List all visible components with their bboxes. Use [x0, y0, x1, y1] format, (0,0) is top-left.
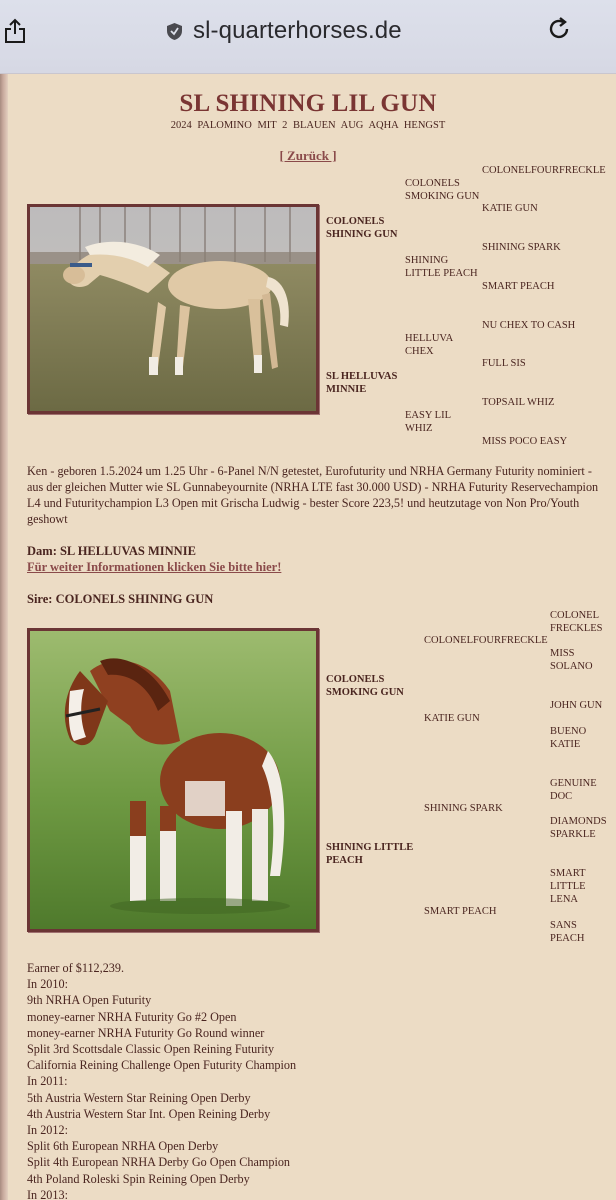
pedigree2-sds: JOHN GUN	[550, 700, 603, 711]
pedigree2-ss: COLONELFOURFRECKLE	[424, 635, 548, 646]
url-text: sl-quarterhorses.de	[193, 17, 402, 44]
share-icon[interactable]	[4, 18, 26, 44]
reload-icon[interactable]	[546, 16, 572, 42]
record-line: Split 4th European NRHA Derby Go Open Champion	[27, 1155, 291, 1170]
shield-icon	[166, 22, 183, 41]
horse-photo	[27, 204, 319, 414]
record-line: Split 6th European NRHA Open Derby	[27, 1139, 219, 1154]
back-link[interactable]: [ Zurück ]	[279, 148, 337, 163]
pedigree1-ds: HELLUVA CHEX	[405, 333, 453, 357]
record-line: 4th Austria Western Star Int. Open Reining Derby	[27, 1106, 271, 1121]
sire-horse-image	[30, 631, 316, 929]
horse-year: 2024	[170, 120, 192, 131]
horse-description: Ken - geboren 1.5.2024 um 1.25 Uhr - 6-Panel N/N getestet, Eurofuturity und NRHA Germany Futurity nominiert - aus der gleichen Mutter wie SL Gunnabeyournite (NRHA LTE fast 30.000 USD) - NRHA Futurity Reservechampion L4 und Futuritychampion L3 Open mit Grischa Ludwig - bester Score 223,5! und heutzutage von Non Pro/Youth geshowt	[27, 464, 599, 526]
horse-color: PALOMINO MIT 2 BLAUEN AUG	[197, 120, 364, 131]
sire-photo	[27, 628, 319, 932]
pedigree2-sd: KATIE GUN	[424, 713, 480, 724]
horse-registry: AQHA	[368, 120, 399, 131]
pedigree2-dsd: DIAMONDS SPARKLE	[550, 816, 607, 840]
record-line: 9th NRHA Open Futurity	[27, 993, 152, 1008]
pedigree2-dds: SMART LITTLE LENA	[550, 868, 586, 905]
record-line: 4th Poland Roleski Spin Reining Open Derby	[27, 1171, 250, 1186]
pedigree1-dd: EASY LIL WHIZ	[405, 410, 451, 434]
pedigree2-dss: GENUINE DOC	[550, 778, 597, 802]
pedigree2-ds: SHINING SPARK	[424, 803, 503, 814]
pedigree2-ddd: SANS PEACH	[550, 920, 585, 944]
record-line: In 2010:	[27, 977, 68, 992]
pedigree2-ssd: MISS SOLANO	[550, 648, 593, 672]
pedigree2-dd: SMART PEACH	[424, 906, 497, 917]
pedigree1-ssd: KATIE GUN	[482, 203, 538, 214]
sire-line: Sire: COLONELS SHINING GUN	[27, 592, 214, 606]
record-line: California Reining Challenge Open Futurity Champion	[27, 1058, 297, 1073]
horse-sex: HENGST	[403, 120, 446, 131]
pedigree1-dsd: FULL SIS	[482, 358, 526, 369]
address-bar[interactable]	[166, 15, 402, 47]
record-line: money-earner NRHA Futurity Go Round winner	[27, 1025, 265, 1040]
record-line: Split 3rd Scottsdale Classic Open Reining Futurity	[27, 1042, 275, 1057]
horse-name-title: SL SHINING LIL GUN	[179, 90, 437, 117]
page-left-border	[0, 74, 8, 1200]
pedigree1-dss: NU CHEX TO CASH	[482, 320, 576, 331]
record-line: In 2012:	[27, 1123, 68, 1138]
browser-toolbar	[0, 0, 616, 74]
record-line: money-earner NRHA Futurity Go #2 Open	[27, 1009, 237, 1024]
pedigree1-dds: TOPSAIL WHIZ	[482, 397, 555, 408]
palomino-horse-image	[30, 207, 316, 411]
record-line: In 2013:	[27, 1187, 68, 1200]
back-link-wrap	[0, 148, 616, 164]
more-info-link[interactable]: Für weiter Informationen klicken Sie bitte hier!	[27, 560, 282, 574]
dam-line: Dam: SL HELLUVAS MINNIE	[27, 544, 196, 558]
horse-subtitle	[0, 120, 616, 131]
pedigree2-sire: COLONELS SMOKING GUN	[326, 674, 404, 698]
pedigree1-sd: SHINING LITTLE PEACH	[405, 255, 478, 279]
pedigree2-sss: COLONEL FRECKLES	[550, 610, 603, 634]
pedigree2-dam: SHINING LITTLE PEACH	[326, 842, 414, 866]
show-record	[27, 960, 296, 1200]
pedigree1-sss: COLONELFOURFRECKLE	[482, 165, 606, 176]
pedigree1-sdd: SMART PEACH	[482, 281, 555, 292]
record-line: In 2011:	[27, 1074, 68, 1089]
record-line: Earner of $112,239.	[27, 961, 125, 975]
pedigree1-dam: SL HELLUVAS MINNIE	[326, 371, 398, 395]
pedigree2-sdd: BUENO KATIE	[550, 726, 587, 750]
pedigree1-sire: COLONELS SHINING GUN	[326, 216, 398, 240]
pedigree1-ss: COLONELS SMOKING GUN	[405, 178, 480, 202]
pedigree1-ddd: MISS POCO EASY	[482, 436, 568, 447]
pedigree1-sds: SHINING SPARK	[482, 242, 561, 253]
record-line: 5th Austria Western Star Reining Open Derby	[27, 1090, 251, 1105]
